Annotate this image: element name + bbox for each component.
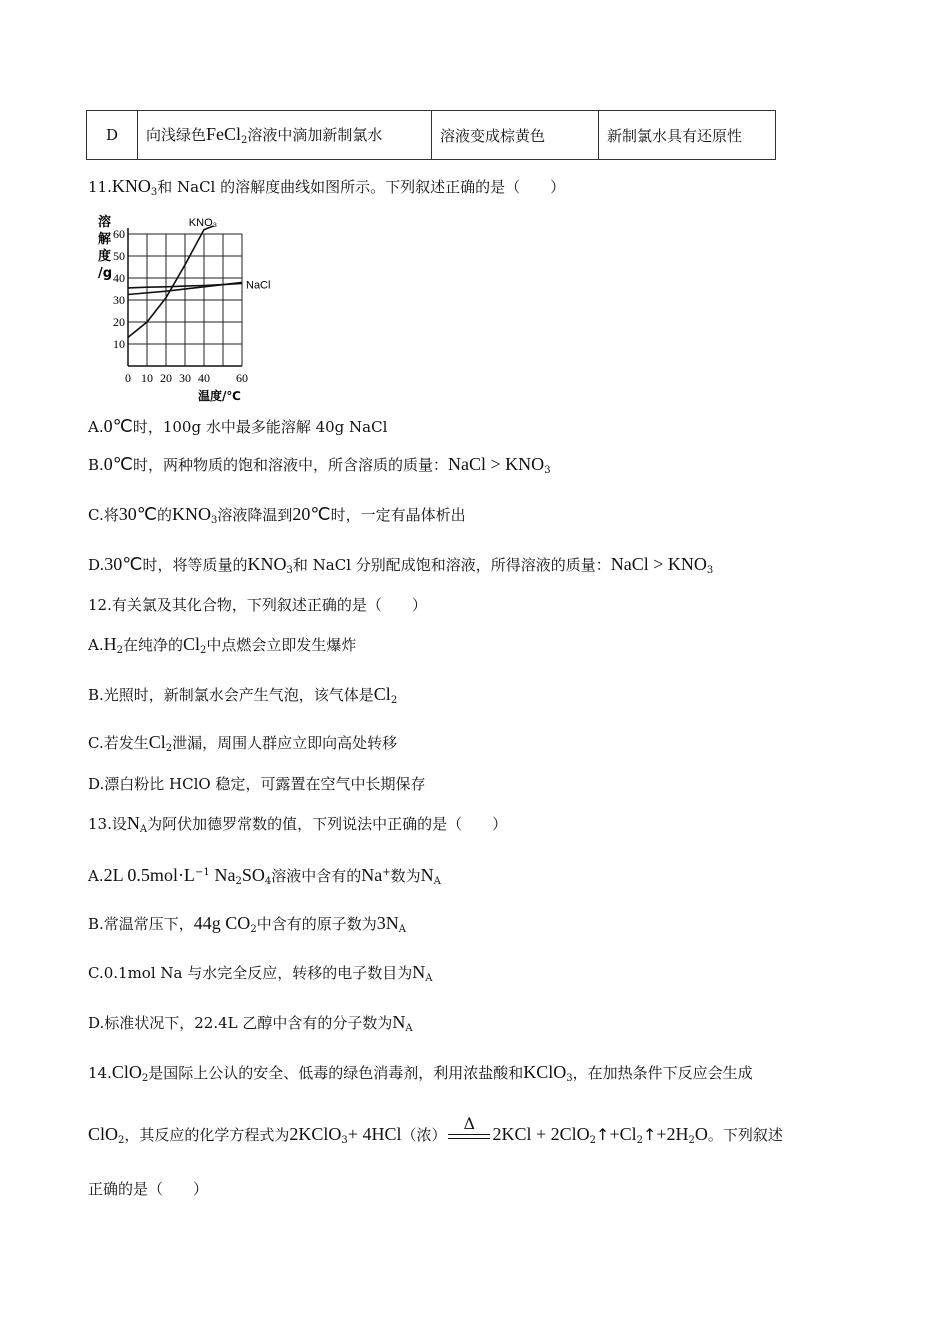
y-axis-label: 溶	[98, 215, 112, 230]
x-tick-label: 40	[198, 371, 210, 385]
subscript: 2	[141, 1073, 149, 1084]
formula: Cl	[183, 634, 201, 654]
option-label: D.	[88, 556, 105, 574]
subscript: 2	[116, 645, 123, 656]
temperature: 20℃	[292, 504, 331, 524]
series-label-kno3: KNO₃	[188, 217, 218, 229]
table-cell-label	[87, 111, 138, 160]
temperature: 30℃	[118, 504, 157, 524]
formula: Na	[361, 865, 383, 885]
option-text: 时，100g 水中最多能溶解 40g NaCl	[132, 418, 388, 436]
q11-option-b	[88, 453, 551, 482]
operation-text: 向浅绿色	[146, 126, 207, 144]
y-tick-label: 40	[113, 271, 125, 285]
question-13-stem	[88, 812, 507, 841]
option-text: D.标准状况下，22.4L 乙醇中含有的分子数为	[88, 1014, 393, 1032]
formula: 44g CO	[193, 913, 251, 933]
subscript: A	[425, 973, 433, 984]
temperature: 0℃	[103, 454, 134, 474]
option-text: C.0.1mol Na 与水完全反应，转移的电子数目为	[88, 964, 413, 982]
q13-option-d	[88, 1011, 413, 1040]
table-cell-conclusion	[599, 111, 776, 160]
subscript: 2	[250, 924, 257, 935]
subscript: 2	[165, 743, 173, 754]
question-text: 是国际上公认的安全、低毒的绿色消毒剂，利用浓盐酸和	[148, 1064, 524, 1082]
table-cell-phenomenon	[432, 111, 599, 160]
option-text: 溶液中含有的	[271, 867, 362, 885]
x-tick-label: 0	[125, 371, 131, 385]
question-text: 。下列叙述	[707, 1126, 783, 1144]
option-label: A.	[88, 636, 104, 654]
x-tick-label: 10	[141, 371, 153, 385]
subscript: 3	[706, 565, 714, 576]
formula: 2KCl + 2ClO	[492, 1124, 590, 1144]
subscript: 3	[210, 515, 218, 526]
question-text: 12.有关氯及其化合物，下列叙述正确的是（ ）	[88, 596, 427, 614]
y-tick-label: 60	[113, 227, 125, 241]
subscript: 3	[150, 187, 158, 198]
option-label: C.将	[88, 506, 119, 524]
temperature: 30℃	[104, 554, 143, 574]
option-text: 的	[156, 506, 172, 524]
option-text: 和 NaCl 分别配成饱和溶液，所得溶液的质量：	[292, 556, 611, 574]
question-text: ，在加热条件下反应会生成	[572, 1064, 753, 1082]
x-tick-label: 60	[236, 371, 248, 385]
answer-table	[86, 110, 776, 160]
formula: H	[103, 634, 117, 654]
q11-option-d	[88, 553, 713, 582]
formula: Cl	[373, 684, 391, 704]
option-label: A.	[88, 867, 104, 885]
option-label: B.	[88, 456, 104, 474]
subscript: 3	[341, 1135, 348, 1146]
q12-option-a	[88, 633, 356, 662]
option-text: 中含有的原子数为	[256, 915, 377, 933]
subscript: 2	[118, 1135, 125, 1146]
formula: N	[392, 1012, 406, 1032]
table-row	[87, 111, 776, 160]
formula: O	[694, 1124, 708, 1144]
formula: KClO	[523, 1062, 567, 1082]
y-tick-label: 20	[113, 315, 125, 329]
formula: N	[420, 865, 434, 885]
superscript: −1	[194, 867, 210, 878]
question-14-line-1	[88, 1061, 753, 1090]
subscript: 2	[235, 876, 242, 887]
conclusion-text: 新制氯水具有还原性	[607, 126, 743, 145]
formula: Cl	[148, 732, 166, 752]
question-11-stem	[88, 175, 565, 204]
q13-option-a	[88, 862, 441, 893]
subscript: 2	[636, 1135, 643, 1146]
formula: +2H	[656, 1124, 689, 1144]
q11-option-c	[88, 503, 466, 532]
formula: 2KClO	[289, 1124, 342, 1144]
formula: ClO	[88, 1124, 119, 1144]
gas-arrow-icon: ↑	[642, 1125, 657, 1144]
formula: N	[126, 813, 140, 833]
question-14-line-2	[88, 1114, 783, 1152]
gas-arrow-icon: ↑	[596, 1125, 610, 1144]
option-text: 溶液降温到	[217, 506, 293, 524]
subscript: A	[398, 924, 406, 935]
formula: KNO	[171, 504, 211, 524]
question-number: 11.	[88, 178, 112, 196]
option-text: B.常温常压下，	[88, 915, 194, 933]
formula: +Cl	[609, 1124, 637, 1144]
subscript: 2	[688, 1135, 695, 1146]
question-14-line-3	[88, 1178, 208, 1200]
subscript: 3	[286, 565, 293, 576]
question-12-stem	[88, 594, 427, 616]
question-text: 为阿伏加德罗常数的值，下列说法中正确的是（ ）	[147, 815, 508, 833]
formula: Na	[214, 865, 236, 885]
series-label-nacl: NaCl	[246, 279, 271, 292]
formula: + 4HCl	[347, 1124, 402, 1144]
subscript: 2	[200, 645, 207, 656]
y-tick-label: 50	[113, 249, 125, 263]
q12-option-c	[88, 731, 397, 760]
question-text: ，其反应的化学方程式为	[124, 1126, 290, 1144]
option-text: 时，一定有晶体析出	[330, 506, 466, 524]
subscript: A	[139, 824, 148, 835]
x-axis-label: 温度/℃	[198, 389, 241, 403]
question-number: 14.	[88, 1064, 112, 1082]
option-text: 泄漏，周围人群应立即向高处转移	[172, 734, 398, 752]
question-number: 13.设	[88, 815, 127, 833]
subscript: A	[405, 1023, 413, 1034]
temperature: 0℃	[103, 416, 133, 436]
formula: NaCl > KNO	[610, 554, 707, 574]
phenomenon-text: 溶液变成棕黄色	[440, 126, 546, 145]
question-text: 正确的是（ ）	[88, 1180, 209, 1198]
q13-option-c	[88, 961, 432, 990]
formula: 3N	[376, 913, 399, 933]
subscript: 3	[566, 1073, 573, 1084]
subscript: 3	[544, 465, 551, 476]
option-text: 时，将等质量的	[142, 556, 248, 574]
solubility-chart	[90, 212, 290, 404]
table-cell-operation	[138, 111, 432, 160]
y-axis-label: /g	[98, 266, 113, 281]
operation-text: 溶液中滴加新制氯水	[247, 126, 383, 144]
formula: SO	[241, 865, 265, 885]
formula: N	[412, 962, 426, 982]
q12-option-b	[88, 683, 397, 712]
subscript: 2	[589, 1135, 597, 1146]
question-text: 和 NaCl 的溶解度曲线如图所示。下列叙述正确的是（ ）	[157, 178, 566, 196]
option-text: B.光照时，新制氯水会产生气泡，该气体是	[88, 686, 374, 704]
y-tick-label: 30	[113, 293, 125, 307]
option-text: 数为	[390, 867, 421, 885]
option-text: C.若发生	[88, 734, 149, 752]
y-axis-label: 解	[98, 232, 112, 247]
formula: KNO	[247, 554, 287, 574]
option-text: 在纯净的	[122, 636, 183, 654]
x-tick-label: 20	[160, 371, 172, 385]
option-text: D.漂白粉比 HClO 稳定，可露置在空气中长期保存	[88, 775, 426, 793]
q13-option-b	[88, 912, 406, 941]
heat-equals-sign	[446, 1114, 492, 1147]
subscript: 4	[264, 876, 272, 887]
q11-option-a	[88, 415, 387, 438]
delta-symbol: Δ	[463, 1114, 476, 1133]
q12-option-d	[88, 773, 425, 795]
option-text: 中点燃会立即发生爆炸	[206, 636, 357, 654]
subscript: 2	[390, 695, 398, 706]
formula: ClO	[111, 1062, 142, 1082]
series-line-KNO3	[128, 226, 214, 337]
formula: 2L 0.5mol·L	[103, 865, 195, 885]
formula: FeCl	[206, 124, 242, 144]
formula: KNO	[111, 176, 151, 196]
subscript: A	[433, 876, 441, 887]
reaction-condition: （浓）	[401, 1126, 447, 1144]
option-text: 时，两种物质的饱和溶液中，所含溶质的质量：	[133, 456, 449, 474]
superscript: +	[382, 867, 391, 878]
x-tick-label: 30	[179, 371, 191, 385]
formula: NaCl > KNO	[448, 454, 545, 474]
row-label: D	[105, 126, 119, 144]
y-axis-label: 度	[98, 249, 112, 264]
option-label: A.	[88, 418, 104, 436]
subscript: 2	[241, 135, 248, 146]
y-tick-label: 10	[113, 337, 125, 351]
